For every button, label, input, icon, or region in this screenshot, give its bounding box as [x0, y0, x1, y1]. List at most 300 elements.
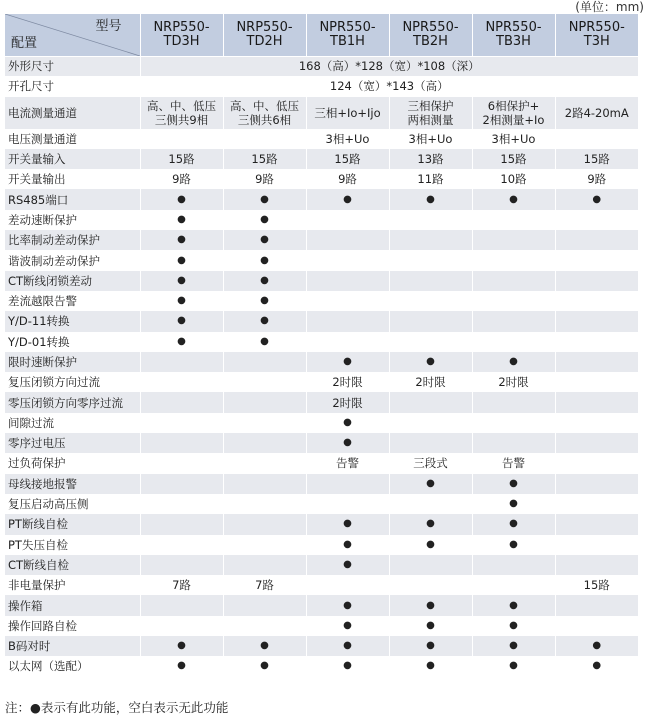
value-cell — [472, 575, 555, 595]
value-cell — [140, 352, 223, 372]
value-cell — [472, 413, 555, 433]
value-cell — [472, 474, 555, 494]
value-cell — [472, 392, 555, 412]
cell-text: 15路 — [583, 152, 610, 167]
model-name-line2: TB1H — [330, 33, 365, 49]
feature-dot: ● — [260, 315, 269, 327]
value-cell — [472, 352, 555, 372]
value-cell — [306, 149, 389, 169]
spec-row — [5, 474, 638, 494]
feature-dot: ● — [343, 356, 352, 367]
value-cell — [306, 230, 389, 250]
value-cell — [389, 453, 472, 473]
feature-dot: ● — [426, 599, 435, 611]
feature-dot: ● — [260, 335, 269, 347]
model-header-cell — [223, 14, 306, 56]
value-cell — [140, 575, 223, 595]
feature-dot: ● — [343, 437, 352, 449]
feature-dot: ● — [177, 213, 186, 225]
value-cell — [223, 453, 306, 473]
value-cell — [555, 616, 638, 636]
value-cell — [306, 636, 389, 656]
row-label: 电压测量通道 — [5, 129, 140, 149]
cell-text: 2时限 — [498, 375, 529, 390]
spec-row — [5, 372, 638, 392]
value-cell — [140, 535, 223, 555]
cell-text: 2时限 — [332, 375, 363, 390]
spec-row — [5, 149, 638, 169]
feature-dot: ● — [177, 315, 186, 327]
feature-dot: ● — [343, 640, 352, 652]
feature-dot: ● — [177, 640, 186, 652]
value-cell — [223, 392, 306, 412]
feature-dot: ● — [343, 599, 352, 611]
value-cell — [140, 291, 223, 311]
spec-table — [5, 14, 638, 677]
value-cell — [223, 575, 306, 595]
spec-row — [5, 535, 638, 555]
value-cell — [306, 413, 389, 433]
spec-row — [5, 129, 638, 149]
row-label: 比率制动差动保护 — [5, 230, 140, 250]
value-cell — [389, 271, 472, 291]
feature-dot: ● — [343, 518, 352, 530]
spec-row — [5, 413, 638, 433]
value-cell — [223, 656, 306, 676]
value-cell — [140, 372, 223, 392]
value-cell — [223, 555, 306, 575]
feature-dot: ● — [509, 599, 518, 611]
value-cell — [472, 149, 555, 169]
value-cell — [140, 433, 223, 453]
value-cell — [306, 169, 389, 189]
spec-row — [5, 352, 638, 372]
feature-dot: ● — [509, 498, 518, 510]
value-cell — [306, 474, 389, 494]
row-label: 差动速断保护 — [5, 210, 140, 230]
spec-row — [5, 271, 638, 291]
feature-dot: ● — [343, 538, 352, 550]
cell-text: 7路 — [172, 578, 191, 593]
value-cell — [555, 372, 638, 392]
value-cell — [306, 97, 389, 129]
value-cell — [140, 616, 223, 636]
value-cell — [140, 453, 223, 473]
value-cell — [140, 636, 223, 656]
spec-row — [5, 250, 638, 270]
value-cell — [140, 595, 223, 615]
value-cell — [472, 332, 555, 352]
value-cell — [223, 636, 306, 656]
header-config-label: 配置 — [11, 35, 38, 51]
value-cell — [306, 595, 389, 615]
spec-row — [5, 514, 638, 534]
value-cell — [223, 514, 306, 534]
cell-text: 9路 — [255, 172, 274, 187]
feature-dot: ● — [177, 660, 186, 672]
value-cell — [389, 433, 472, 453]
feature-dot: ● — [426, 660, 435, 672]
value-cell — [223, 474, 306, 494]
value-cell — [223, 311, 306, 331]
value-cell — [472, 250, 555, 270]
feature-dot: ● — [343, 193, 352, 205]
value-cell — [555, 575, 638, 595]
model-name-line2: TD3H — [163, 33, 200, 49]
value-cell — [555, 189, 638, 209]
value-cell — [140, 332, 223, 352]
row-label: Y/D-01转换 — [5, 332, 140, 352]
value-cell — [140, 555, 223, 575]
cell-text: 2路4-20mA — [564, 105, 629, 120]
value-cell — [389, 575, 472, 595]
feature-dot: ● — [509, 477, 518, 489]
value-cell — [223, 250, 306, 270]
model-name-line1: NPR550- — [485, 19, 542, 35]
value-cell — [389, 474, 472, 494]
value-cell — [389, 352, 472, 372]
row-label: 零序过电压 — [5, 433, 140, 453]
value-cell — [306, 372, 389, 392]
cell-text: 告警 — [502, 456, 525, 471]
value-cell — [223, 372, 306, 392]
value-cell — [223, 413, 306, 433]
row-label: 差流越限告警 — [5, 291, 140, 311]
row-label: 母线接地报警 — [5, 474, 140, 494]
value-cell — [389, 210, 472, 230]
feature-dot: ● — [260, 295, 269, 307]
value-cell — [389, 230, 472, 250]
value-cell — [472, 555, 555, 575]
value-cell — [555, 210, 638, 230]
value-cell — [555, 636, 638, 656]
row-label: Y/D-11转换 — [5, 311, 140, 331]
value-cell — [555, 392, 638, 412]
feature-dot: ● — [509, 640, 518, 652]
value-cell — [223, 169, 306, 189]
model-header-cell — [389, 14, 472, 56]
row-label: 复压启动高压侧 — [5, 494, 140, 514]
value-cell — [223, 595, 306, 615]
value-cell — [472, 535, 555, 555]
value-cell — [555, 433, 638, 453]
value-cell — [555, 149, 638, 169]
cell-text: 15路 — [168, 152, 195, 167]
cell-text: 2相测量+Io — [482, 112, 545, 127]
feature-dot: ● — [426, 477, 435, 489]
value-cell — [472, 210, 555, 230]
value-cell — [555, 535, 638, 555]
value-cell — [389, 494, 472, 514]
model-header-cell — [472, 14, 555, 56]
spec-row — [5, 616, 638, 636]
value-cell — [555, 656, 638, 676]
feature-dot: ● — [177, 274, 186, 286]
model-name-line1: NPR550- — [402, 19, 459, 35]
value-cell — [223, 616, 306, 636]
value-cell — [140, 311, 223, 331]
value-cell — [306, 129, 389, 149]
row-label: 以太网（选配） — [5, 656, 140, 676]
feature-dot: ● — [426, 538, 435, 550]
legend-note: 注：●表示有此功能，空白表示无此功能 — [5, 700, 229, 715]
feature-dot: ● — [260, 274, 269, 286]
cell-text: 3相+Uo — [325, 131, 370, 146]
feature-dot: ● — [509, 619, 518, 631]
spec-row — [5, 56, 638, 76]
value-cell — [306, 494, 389, 514]
cell-text: 9路 — [172, 172, 191, 187]
value-cell — [472, 189, 555, 209]
feature-dot: ● — [426, 193, 435, 205]
spec-row — [5, 555, 638, 575]
spec-row — [5, 575, 638, 595]
value-cell — [223, 97, 306, 129]
model-name-line2: TB2H — [413, 33, 448, 49]
cell-text: 3相+Uo — [408, 131, 453, 146]
value-cell — [555, 129, 638, 149]
feature-dot: ● — [177, 234, 186, 246]
value-cell — [223, 352, 306, 372]
value-cell — [472, 494, 555, 514]
value-cell — [223, 494, 306, 514]
cell-text: 7路 — [255, 578, 274, 593]
value-cell — [140, 392, 223, 412]
value-cell — [223, 332, 306, 352]
row-label: 开孔尺寸 — [5, 76, 140, 96]
spanning-value-cell: 168（高）*128（宽）*108（深） — [140, 56, 638, 76]
value-cell — [140, 514, 223, 534]
value-cell — [472, 271, 555, 291]
feature-dot: ● — [177, 335, 186, 347]
value-cell — [555, 352, 638, 372]
spec-row — [5, 595, 638, 615]
row-label: 电流测量通道 — [5, 97, 140, 129]
value-cell — [223, 149, 306, 169]
model-name-line2: T3H — [583, 33, 610, 49]
model-header-cell — [306, 14, 389, 56]
value-cell — [389, 514, 472, 534]
row-label: 谐波制动差动保护 — [5, 250, 140, 270]
value-cell — [389, 555, 472, 575]
value-cell — [389, 616, 472, 636]
value-cell — [555, 97, 638, 129]
value-cell — [306, 453, 389, 473]
value-cell — [140, 230, 223, 250]
value-cell — [140, 474, 223, 494]
value-cell — [389, 332, 472, 352]
cell-text: 两相测量 — [407, 112, 454, 127]
value-cell — [555, 514, 638, 534]
value-cell — [389, 636, 472, 656]
value-cell — [306, 291, 389, 311]
spec-row — [5, 332, 638, 352]
row-label: 零压闭锁方向零序过流 — [5, 392, 140, 412]
value-cell — [140, 129, 223, 149]
model-name-line2: TD2H — [246, 33, 283, 49]
row-label: B码对时 — [5, 636, 140, 656]
feature-dot: ● — [260, 640, 269, 652]
value-cell — [223, 535, 306, 555]
row-label: PT失压自检 — [5, 535, 140, 555]
cell-text: 三侧共6相 — [237, 112, 292, 127]
value-cell — [472, 656, 555, 676]
value-cell — [472, 169, 555, 189]
model-name-line2: TB3H — [496, 33, 531, 49]
row-label: PT断线自检 — [5, 514, 140, 534]
value-cell — [306, 271, 389, 291]
cell-text: 三侧共9相 — [154, 112, 209, 127]
value-cell — [555, 250, 638, 270]
spec-table-body — [5, 56, 638, 677]
feature-dot: ● — [343, 619, 352, 631]
header-row — [5, 14, 638, 56]
feature-dot: ● — [592, 193, 602, 205]
feature-dot: ● — [592, 640, 602, 652]
cell-text: 10路 — [500, 172, 527, 187]
spec-row — [5, 97, 638, 129]
value-cell — [555, 555, 638, 575]
cell-text: 15路 — [251, 152, 278, 167]
value-cell — [389, 413, 472, 433]
value-cell — [306, 210, 389, 230]
model-name-line1: NPR550- — [568, 19, 625, 35]
feature-dot: ● — [260, 234, 269, 246]
spec-row — [5, 76, 638, 96]
feature-dot: ● — [260, 660, 269, 672]
value-cell — [223, 230, 306, 250]
cell-text: 高、中、低压 — [147, 98, 216, 113]
model-name-line1: NRP550- — [236, 19, 293, 35]
value-cell — [140, 149, 223, 169]
value-cell — [472, 514, 555, 534]
cell-text: 高、中、低压 — [230, 98, 299, 113]
value-cell — [555, 494, 638, 514]
cell-text: 9路 — [587, 172, 607, 187]
cell-text: 三段式 — [413, 456, 448, 471]
feature-dot: ● — [177, 295, 186, 307]
value-cell — [472, 372, 555, 392]
value-cell — [140, 169, 223, 189]
value-cell — [555, 291, 638, 311]
row-label: CT断线闭锁差动 — [5, 271, 140, 291]
value-cell — [140, 494, 223, 514]
row-label: RS485端口 — [5, 189, 140, 209]
spanning-value-cell: 124（宽）*143（高） — [140, 76, 638, 96]
value-cell — [306, 555, 389, 575]
value-cell — [140, 189, 223, 209]
row-label: CT断线自检 — [5, 555, 140, 575]
spec-row — [5, 453, 638, 473]
value-cell — [472, 453, 555, 473]
value-cell — [223, 271, 306, 291]
row-label: 操作箱 — [5, 595, 140, 615]
value-cell — [389, 129, 472, 149]
cell-text: 3相+Uo — [491, 131, 536, 146]
cell-text: 15路 — [583, 578, 610, 593]
row-label: 过负荷保护 — [5, 453, 140, 473]
value-cell — [140, 210, 223, 230]
row-label: 开关量输出 — [5, 169, 140, 189]
value-cell — [472, 97, 555, 129]
value-cell — [472, 311, 555, 331]
value-cell — [306, 189, 389, 209]
value-cell — [389, 250, 472, 270]
value-cell — [140, 250, 223, 270]
value-cell — [223, 189, 306, 209]
value-cell — [306, 433, 389, 453]
model-name-line1: NPR550- — [319, 19, 376, 35]
value-cell — [555, 453, 638, 473]
row-label: 复压闭锁方向过流 — [5, 372, 140, 392]
value-cell — [555, 169, 638, 189]
value-cell — [306, 352, 389, 372]
value-cell — [555, 311, 638, 331]
cell-text: 告警 — [336, 456, 359, 471]
value-cell — [306, 656, 389, 676]
value-cell — [389, 189, 472, 209]
value-cell — [140, 97, 223, 129]
value-cell — [389, 169, 472, 189]
value-cell — [140, 271, 223, 291]
header-corner-cell — [5, 14, 140, 56]
feature-dot: ● — [343, 416, 352, 428]
cell-text: 6相保护+ — [487, 98, 540, 113]
value-cell — [472, 433, 555, 453]
feature-dot: ● — [343, 660, 352, 672]
spec-row — [5, 656, 638, 676]
value-cell — [389, 535, 472, 555]
feature-dot: ● — [426, 640, 435, 652]
value-cell — [306, 332, 389, 352]
spec-row — [5, 392, 638, 412]
value-cell — [555, 271, 638, 291]
spec-row — [5, 291, 638, 311]
cell-text: 2时限 — [415, 375, 446, 390]
value-cell — [389, 97, 472, 129]
value-cell — [223, 291, 306, 311]
value-cell — [472, 230, 555, 250]
feature-dot: ● — [260, 213, 269, 225]
spec-row — [5, 494, 638, 514]
value-cell — [555, 332, 638, 352]
value-cell — [389, 656, 472, 676]
feature-dot: ● — [426, 356, 435, 367]
cell-text: 13路 — [417, 152, 444, 167]
feature-dot: ● — [260, 254, 269, 266]
value-cell — [472, 129, 555, 149]
spec-row — [5, 433, 638, 453]
value-cell — [472, 636, 555, 656]
cell-text: 15路 — [334, 152, 361, 167]
spec-row — [5, 169, 638, 189]
value-cell — [555, 474, 638, 494]
spec-row — [5, 210, 638, 230]
value-cell — [389, 149, 472, 169]
row-label: 外形尺寸 — [5, 56, 140, 76]
value-cell — [306, 616, 389, 636]
value-cell — [555, 230, 638, 250]
value-cell — [555, 413, 638, 433]
row-label: 非电量保护 — [5, 575, 140, 595]
value-cell — [306, 250, 389, 270]
value-cell — [555, 595, 638, 615]
feature-dot: ● — [260, 193, 269, 205]
feature-dot: ● — [592, 660, 602, 672]
header-model-label: 型号 — [95, 19, 122, 34]
feature-dot: ● — [509, 518, 518, 530]
value-cell — [306, 575, 389, 595]
